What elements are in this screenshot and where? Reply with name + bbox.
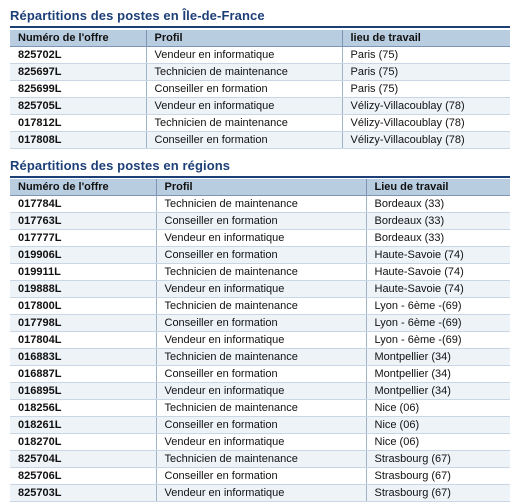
workplace-cell: Haute-Savoie (74) (366, 281, 510, 298)
workplace-cell: Nice (06) (366, 400, 510, 417)
profile-cell: Technicien de maintenance (156, 349, 366, 366)
profile-cell: Vendeur en informatique (156, 434, 366, 451)
offer-number-cell: 825704L (10, 451, 156, 468)
offer-number-cell: 017808L (10, 132, 146, 149)
offer-number-cell: 019906L (10, 247, 156, 264)
profile-cell: Vendeur en informatique (146, 47, 342, 64)
regions-table (10, 179, 510, 502)
profile-cell: Conseiller en formation (146, 81, 342, 98)
regions-header-profile: Profil (156, 179, 366, 196)
offer-number-cell: 825702L (10, 47, 146, 64)
table-row (10, 47, 510, 64)
profile-cell: Conseiller en formation (156, 247, 366, 264)
profile-cell: Technicien de maintenance (156, 400, 366, 417)
profile-cell: Conseiller en formation (146, 132, 342, 149)
regions-title-rule (10, 176, 510, 178)
table-row (10, 98, 510, 115)
profile-cell: Technicien de maintenance (156, 298, 366, 315)
profile-cell: Technicien de maintenance (156, 196, 366, 213)
offer-number-cell: 017804L (10, 332, 156, 349)
offer-number-cell: 018270L (10, 434, 156, 451)
profile-cell: Vendeur en informatique (156, 485, 366, 502)
idf-header-profile: Profil (146, 30, 342, 47)
regions-table-body (10, 196, 510, 502)
workplace-cell: Bordeaux (33) (366, 213, 510, 230)
workplace-cell: Montpellier (34) (366, 366, 510, 383)
offer-number-cell: 016887L (10, 366, 156, 383)
offer-number-cell: 017763L (10, 213, 156, 230)
profile-cell: Conseiller en formation (156, 366, 366, 383)
workplace-cell: Haute-Savoie (74) (366, 247, 510, 264)
workplace-cell: Haute-Savoie (74) (366, 264, 510, 281)
table-row (10, 315, 510, 332)
workplace-cell: Bordeaux (33) (366, 230, 510, 247)
profile-cell: Conseiller en formation (156, 417, 366, 434)
table-row (10, 332, 510, 349)
table-row (10, 298, 510, 315)
workplace-cell: Nice (06) (366, 417, 510, 434)
profile-cell: Conseiller en formation (156, 315, 366, 332)
table-row (10, 400, 510, 417)
idf-table-body (10, 47, 510, 149)
profile-cell: Technicien de maintenance (156, 451, 366, 468)
idf-header-row (10, 30, 510, 47)
workplace-cell: Strasbourg (67) (366, 485, 510, 502)
table-row (10, 81, 510, 98)
profile-cell: Vendeur en informatique (156, 230, 366, 247)
profile-cell: Technicien de maintenance (156, 264, 366, 281)
workplace-cell: Vélizy-Villacoublay (78) (342, 132, 510, 149)
idf-table (10, 30, 510, 149)
regions-section-title: Répartitions des postes en régions (10, 158, 231, 173)
offer-number-cell: 017800L (10, 298, 156, 315)
table-row (10, 64, 510, 81)
table-row (10, 434, 510, 451)
offer-number-cell: 825697L (10, 64, 146, 81)
offer-number-cell: 017784L (10, 196, 156, 213)
table-row (10, 213, 510, 230)
workplace-cell: Bordeaux (33) (366, 196, 510, 213)
workplace-cell: Montpellier (34) (366, 349, 510, 366)
workplace-cell: Paris (75) (342, 47, 510, 64)
offer-number-cell: 016883L (10, 349, 156, 366)
table-row (10, 115, 510, 132)
table-row (10, 417, 510, 434)
offer-number-cell: 019911L (10, 264, 156, 281)
workplace-cell: Nice (06) (366, 434, 510, 451)
workplace-cell: Montpellier (34) (366, 383, 510, 400)
regions-header-workplace: Lieu de travail (366, 179, 510, 196)
regions-header-offer-number: Numéro de l'offre (10, 179, 156, 196)
profile-cell: Vendeur en informatique (156, 383, 366, 400)
workplace-cell: Lyon - 6ème -(69) (366, 315, 510, 332)
idf-header-offer-number: Numéro de l'offre (10, 30, 146, 47)
offer-number-cell: 825703L (10, 485, 156, 502)
offer-number-cell: 019888L (10, 281, 156, 298)
offer-number-cell: 825705L (10, 98, 146, 115)
profile-cell: Conseiller en formation (156, 468, 366, 485)
offer-number-cell: 018261L (10, 417, 156, 434)
idf-title-rule (10, 26, 510, 28)
workplace-cell: Strasbourg (67) (366, 451, 510, 468)
workplace-cell: Lyon - 6ème -(69) (366, 332, 510, 349)
table-row (10, 132, 510, 149)
table-row (10, 349, 510, 366)
table-row (10, 451, 510, 468)
profile-cell: Technicien de maintenance (146, 115, 342, 132)
table-row (10, 366, 510, 383)
table-row (10, 468, 510, 485)
idf-section-title: Répartitions des postes en Île-de-France (10, 8, 265, 23)
workplace-cell: Vélizy-Villacoublay (78) (342, 115, 510, 132)
profile-cell: Technicien de maintenance (146, 64, 342, 81)
workplace-cell: Vélizy-Villacoublay (78) (342, 98, 510, 115)
offer-number-cell: 017777L (10, 230, 156, 247)
table-row (10, 196, 510, 213)
profile-cell: Vendeur en informatique (156, 332, 366, 349)
regions-header-row (10, 179, 510, 196)
table-row (10, 281, 510, 298)
profile-cell: Vendeur en informatique (156, 281, 366, 298)
offer-number-cell: 825706L (10, 468, 156, 485)
profile-cell: Conseiller en formation (156, 213, 366, 230)
offer-number-cell: 017798L (10, 315, 156, 332)
workplace-cell: Strasbourg (67) (366, 468, 510, 485)
table-row (10, 264, 510, 281)
profile-cell: Vendeur en informatique (146, 98, 342, 115)
table-row (10, 485, 510, 502)
offer-number-cell: 017812L (10, 115, 146, 132)
workplace-cell: Lyon - 6ème -(69) (366, 298, 510, 315)
offer-number-cell: 016895L (10, 383, 156, 400)
table-row (10, 383, 510, 400)
table-row (10, 247, 510, 264)
workplace-cell: Paris (75) (342, 64, 510, 81)
offer-number-cell: 825699L (10, 81, 146, 98)
workplace-cell: Paris (75) (342, 81, 510, 98)
table-row (10, 230, 510, 247)
offer-number-cell: 018256L (10, 400, 156, 417)
idf-header-workplace: lieu de travail (342, 30, 510, 47)
